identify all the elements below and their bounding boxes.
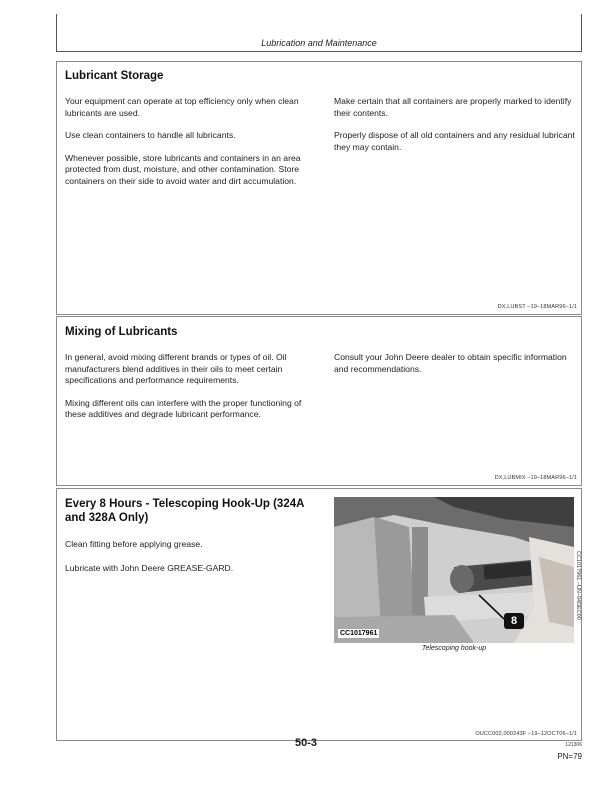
section-telescoping-hookup [56,488,582,741]
right-column [334,352,580,386]
section-mixing-lubricants [56,316,582,486]
reference-code: DX,LUBST –19–18MAR96–1/1 [497,304,577,310]
left-column [65,96,315,199]
right-column [334,96,580,164]
footer-small-code: 121306 [565,742,582,748]
section-title-line1: Every 8 Hours - Telescoping Hook-Up (324A [65,498,305,510]
paragraph: Properly dispose of all old containers and any residual lubricant they may contain. [334,130,575,152]
photo-label: CC1017961 [340,630,378,637]
left-column [65,352,319,432]
photo-caption: Telescoping hook-up [421,645,487,652]
reference-code: DX,LUBMIX –19–18MAR96–1/1 [494,475,577,481]
section-title: Lubricant Storage [65,70,164,82]
telescoping-hookup-photo [334,497,574,643]
paragraph: Mixing different oils can interfere with the proper functioning of these additives and degrade lubricant performance. [65,397,302,420]
section-lubricant-storage [56,61,582,315]
paragraph: In general, avoid mixing different brands or types of oil. Oil manufacturers blend additives in their oils to meet certain specifications and performance requirements. [65,352,287,386]
section-title [65,497,304,525]
paragraph: Use clean containers to handle all lubricants. [65,130,236,141]
left-column [65,539,315,585]
paragraph: Your equipment can operate at top efficiency only when clean lubricants are used. [65,96,299,118]
paragraph: Whenever possible, store lubricants and containers in an area protected from dust, moisture, and other contamination. Store containers on their side to avoid water and dirt accumulation. [65,152,301,186]
pn-label: PN=79 [557,752,582,761]
paragraph: Lubricate with John Deere GREASE-GARD. [65,562,234,573]
section-title-line2: and 328A Only) [65,512,149,524]
header-rule-bottom [56,51,582,52]
callout-badge: 8 [504,613,524,629]
paragraph: Consult your John Deere dealer to obtain specific information and recommendations. [334,352,567,374]
section-title: Mixing of Lubricants [65,326,178,338]
page-header: Lubrication and Maintenance [261,38,377,48]
photo-side-code: CC1017961 –UN–04DEC00 [575,551,581,620]
reference-code: OUCC002,000243F –19–12OCT06–1/1 [475,731,577,737]
paragraph: Make certain that all containers are properly marked to identify their contents. [334,96,572,118]
page-number: 50-3 [294,737,318,749]
paragraph: Clean fitting before applying grease. [65,539,203,549]
